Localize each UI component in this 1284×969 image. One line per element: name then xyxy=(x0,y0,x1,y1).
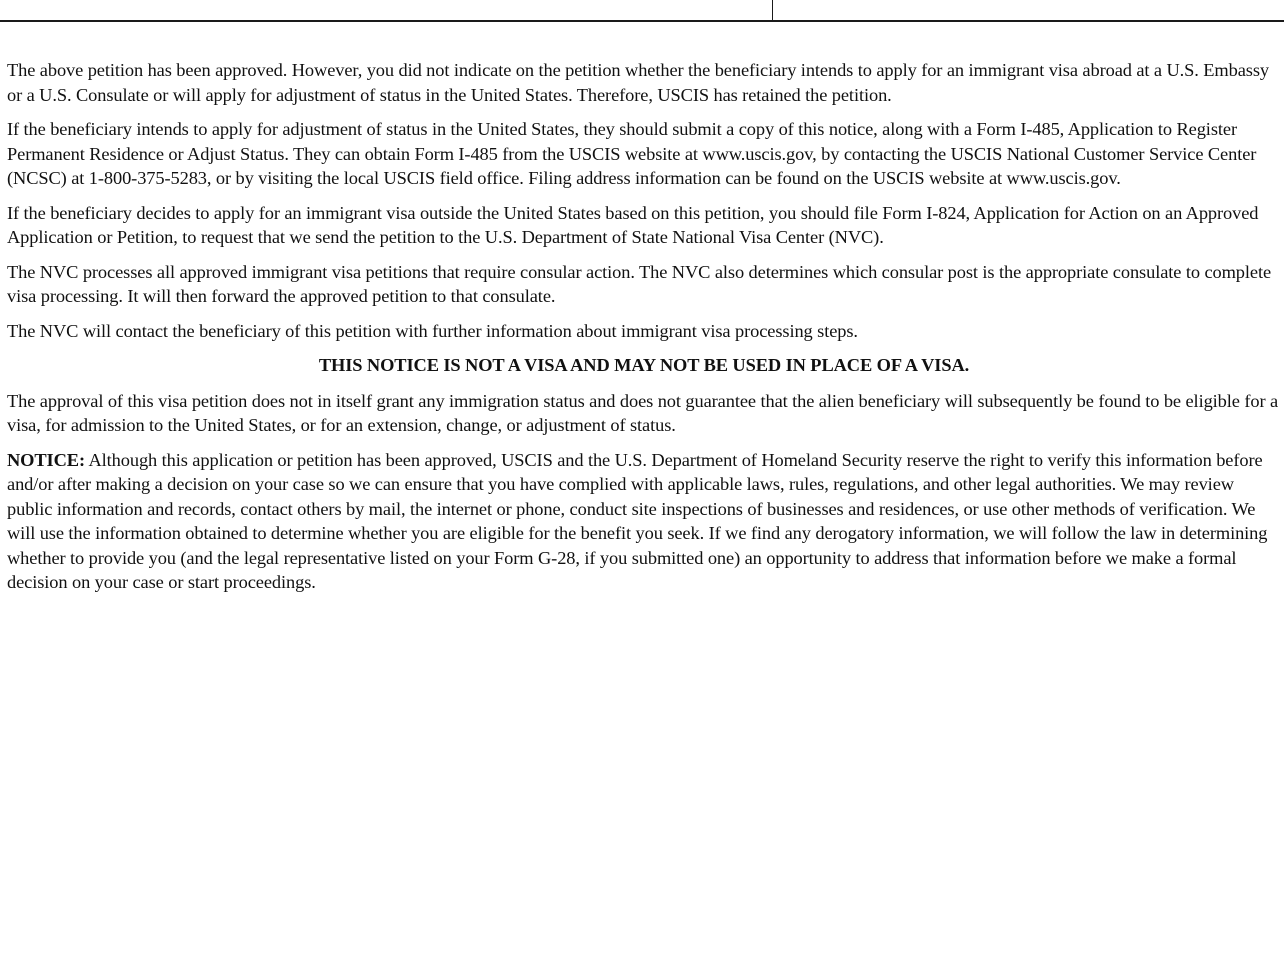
paragraph-adjustment-of-status: If the beneficiary intends to apply for adjustment of status in the United States, they should submit a copy of this notice, along with a Form I-485, Application to Register Permanent Residence or Adjust Status. They can obtain Form I-485 from the USCIS website at www.uscis.gov, by contacting the USCIS National Customer Service Center (NCSC) at 1-800-375-5283, or by visiting the local USCIS field office. Filing address information can be found on the USCIS website at www.uscis.gov. xyxy=(7,119,1257,188)
top-horizontal-rule xyxy=(0,20,1284,22)
not-a-visa-warning: THIS NOTICE IS NOT A VISA AND MAY NOT BE USED IN PLACE OF A VISA. xyxy=(318,355,970,375)
notice-text: Although this application or petition has been approved, USCIS and the U.S. Department of Homeland Security reserve the right to verify this information before and/or after making a decision on your case so we can ensure that you have complied with applicable laws, rules, regulations, and other legal authorities. We may review public information and records, contact others by mail, the internet or phone, conduct site inspections of businesses and residences, or use other methods of verification. We will use the information obtained to determine whether you are eligible for the benefit you seek. If we find any derogatory information, we will follow the law in determining whether to provide you (and the legal representative listed on your Form G-28, if you submitted one) an opportunity to address that information before we make a formal decision on your case or start proceedings. xyxy=(7,449,1268,592)
notice-body xyxy=(7,58,1281,605)
paragraph-verification-notice xyxy=(7,448,1281,595)
paragraph-nvc-contact: The NVC will contact the beneficiary of this petition with further information about immigrant visa processing steps. xyxy=(7,320,858,341)
paragraph-nvc-processing: The NVC processes all approved immigrant visa petitions that require consular action. The NVC also determines which consular post is the appropriate consulate to complete visa processing. It will then forward the approved petition to that consulate. xyxy=(7,261,1272,306)
notice-label: NOTICE: xyxy=(7,449,85,470)
paragraph-approval-limits: The approval of this visa petition does not in itself grant any immigration status and does not guarantee that the alien beneficiary will subsequently be found to be eligible for a visa, for admission to the United States, or for an extension, change, or adjustment of status. xyxy=(7,390,1279,435)
top-vertical-divider xyxy=(772,0,773,21)
paragraph-petition-retained: The above petition has been approved. However, you did not indicate on the petition whether the beneficiary intends to apply for an immigrant visa abroad at a U.S. Embassy or a U.S. Consulate or will apply for adjustment of status in the United States. Therefore, USCIS has retained the petition. xyxy=(7,60,1269,105)
paragraph-immigrant-visa-abroad: If the beneficiary decides to apply for an immigrant visa outside the United States based on this petition, you should file Form I-824, Application for Action on an Approved Application or Petition, to request that we send the petition to the U.S. Department of State National Visa Center (NVC). xyxy=(7,202,1259,247)
